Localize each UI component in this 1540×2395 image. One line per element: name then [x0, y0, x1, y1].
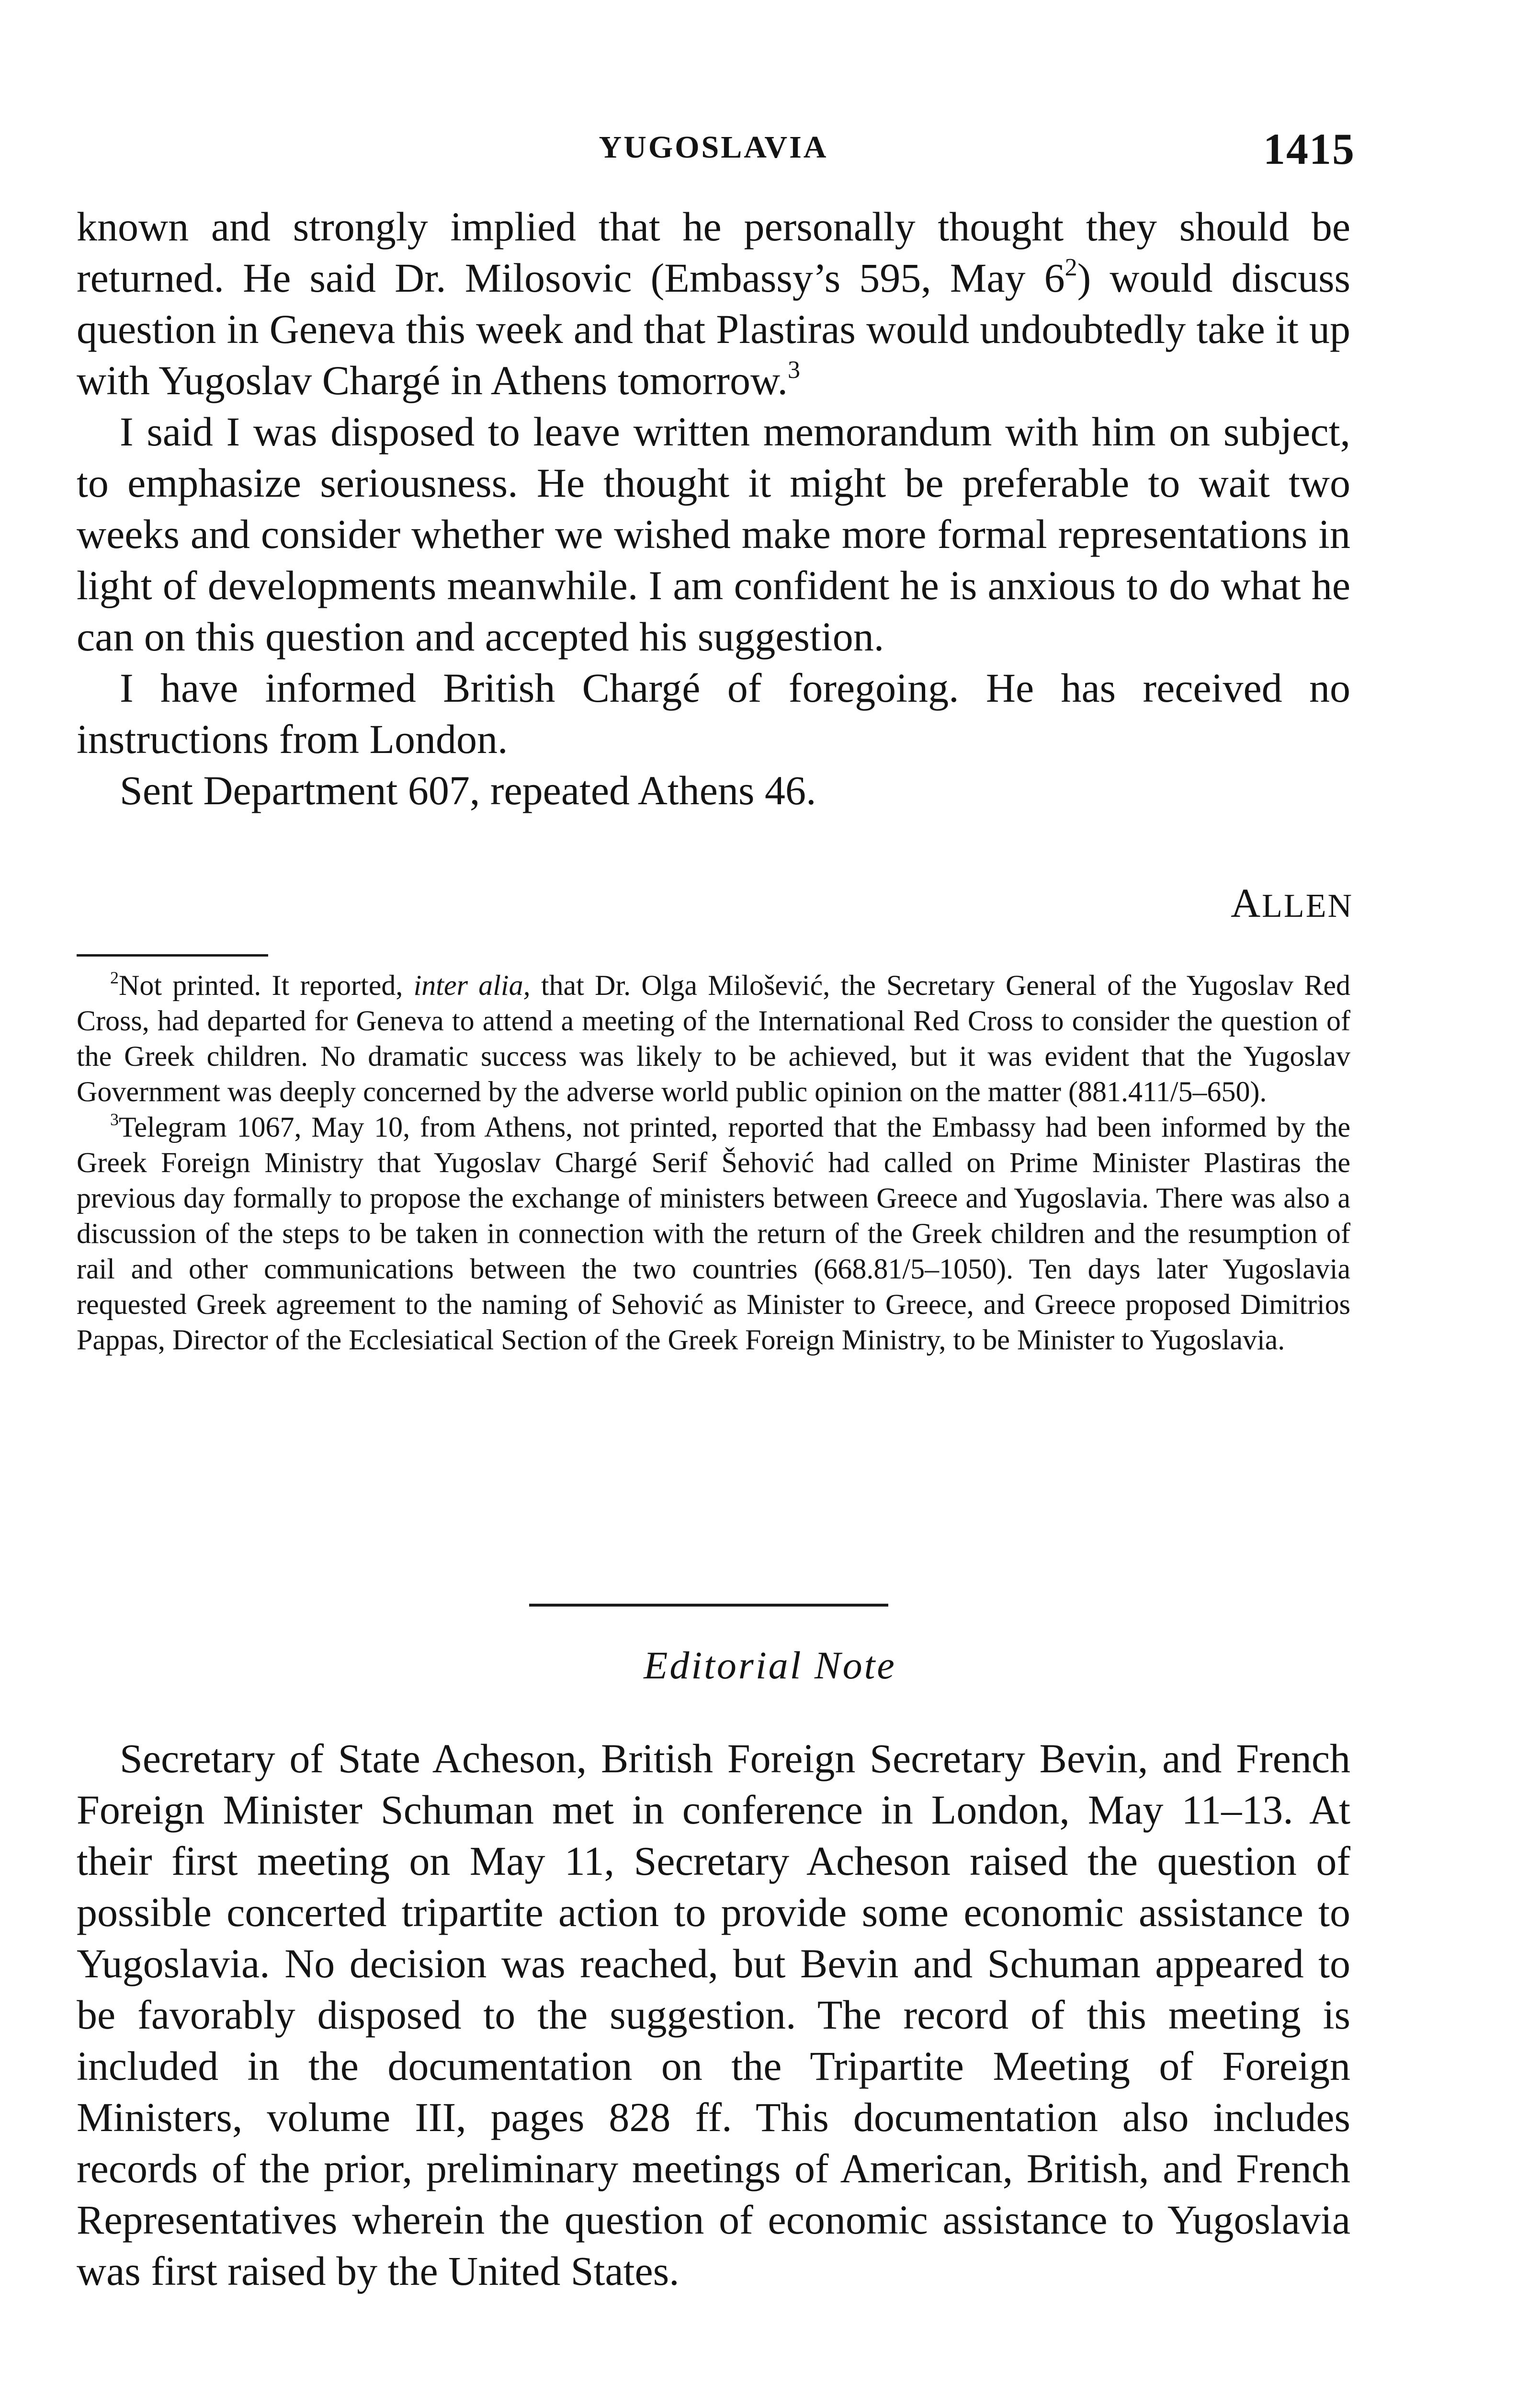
body-paragraph-2: I said I was disposed to leave written memorandum with him on subject, to emphasize seriousness. He thought it might be preferable to wait two weeks and consider whether we wished make more formal representations in light of developments meanwhile. I am confident he is anxious to do what he can on this question and accepted his suggestion.	[77, 409, 1350, 660]
footnote-reference-3: 3	[787, 356, 800, 384]
editorial-note-heading: Editorial Note	[644, 1643, 896, 1687]
footnote-reference-2: 2	[1064, 254, 1077, 281]
signature-initial: A	[1231, 880, 1262, 926]
footnote-2-text-a: Not printed. It reported,	[119, 969, 414, 1001]
footnote-2-italic: inter alia,	[413, 969, 531, 1001]
editorial-note-paragraph: Secretary of State Acheson, British Foreign Secretary Bevin, and French Foreign Minister Schuman met in conference in London, May 11–13. At their first meeting on May 11, Secretary Acheson raised the question of possible concerted tripartite action to provide some economic assistance to Yugoslavia. No decision was reached, but Bevin and Schuman appeared to be favorably disposed to the suggestion. The record of this meeting is included in the documentation on the Tripartite Meeting of Foreign Ministers, volume III, pages 828 ff. This documentation also includes records of the prior, preliminary meetings of American, British, and French Representatives wherein the question of economic assistance to Yugoslavia was first raised by the United States.	[77, 1735, 1350, 2294]
signature	[1231, 879, 1353, 927]
footnote-3	[77, 1109, 1350, 1357]
body-paragraph-3: I have informed British Chargé of foregoing. He has received no instructions from London.	[77, 665, 1350, 762]
section-divider	[529, 1604, 888, 1607]
body-paragraph-1	[77, 201, 1350, 406]
footnote-2-text-b: that Dr. Olga Milošević, the Secretary General of the Yugoslav Red Cross, had departed for Geneva to attend a meeting of the International Red Cross to consider the question of the Greek children. No dramatic success was likely to be achieved, but it was evident that the Yugoslav Government was deeply concerned by the adverse world public opinion on the matter (881.411/5–650).	[77, 969, 1350, 1107]
body-paragraph-4: Sent Department 607, repeated Athens 46.	[120, 767, 816, 813]
signature-rest: LLEN	[1262, 888, 1353, 924]
footnote-2	[77, 968, 1350, 1109]
footnote-divider	[77, 954, 268, 957]
running-header	[72, 125, 1355, 182]
body-paragraph-1-text-a: known and strongly implied that he personally thought they should be returned. He said Dr. Milosovic (Embassy’s 595, May 6	[77, 204, 1350, 301]
footnote-2-mark: 2	[110, 968, 119, 987]
body-text	[77, 201, 1350, 816]
editorial-note	[77, 1733, 1350, 2297]
footnotes	[77, 968, 1350, 1357]
page-number: 1415	[1263, 125, 1355, 173]
footnote-3-mark: 3	[110, 1110, 119, 1129]
body-paragraph-1-text-b: ) would discuss question in Geneva this week and that Plastiras would undoubtedly take it up with Yugoslav Chargé in Athens tomorrow.	[77, 255, 1351, 403]
running-title: YUGOSLAVIA	[599, 130, 828, 165]
footnote-3-text: Telegram 1067, May 10, from Athens, not printed, reported that the Embassy had been informed by the Greek Foreign Ministry that Yugoslav Chargé Serif Šehović had called on Prime Minister Plastiras the previous day formally to propose the exchange of ministers between Greece and Yugoslavia. There was also a discussion of the steps to be taken in connection with the return of the Greek children and the resumption of rail and other communications between the two countries (668.81/5–1050). Ten days later Yugoslavia requested Greek agreement to the naming of Sehović as Minister to Greece, and Greece proposed Dimitrios Pappas, Director of the Ecclesiatical Section of the Greek Foreign Ministry, to be Minister to Yugoslavia.	[77, 1111, 1350, 1356]
